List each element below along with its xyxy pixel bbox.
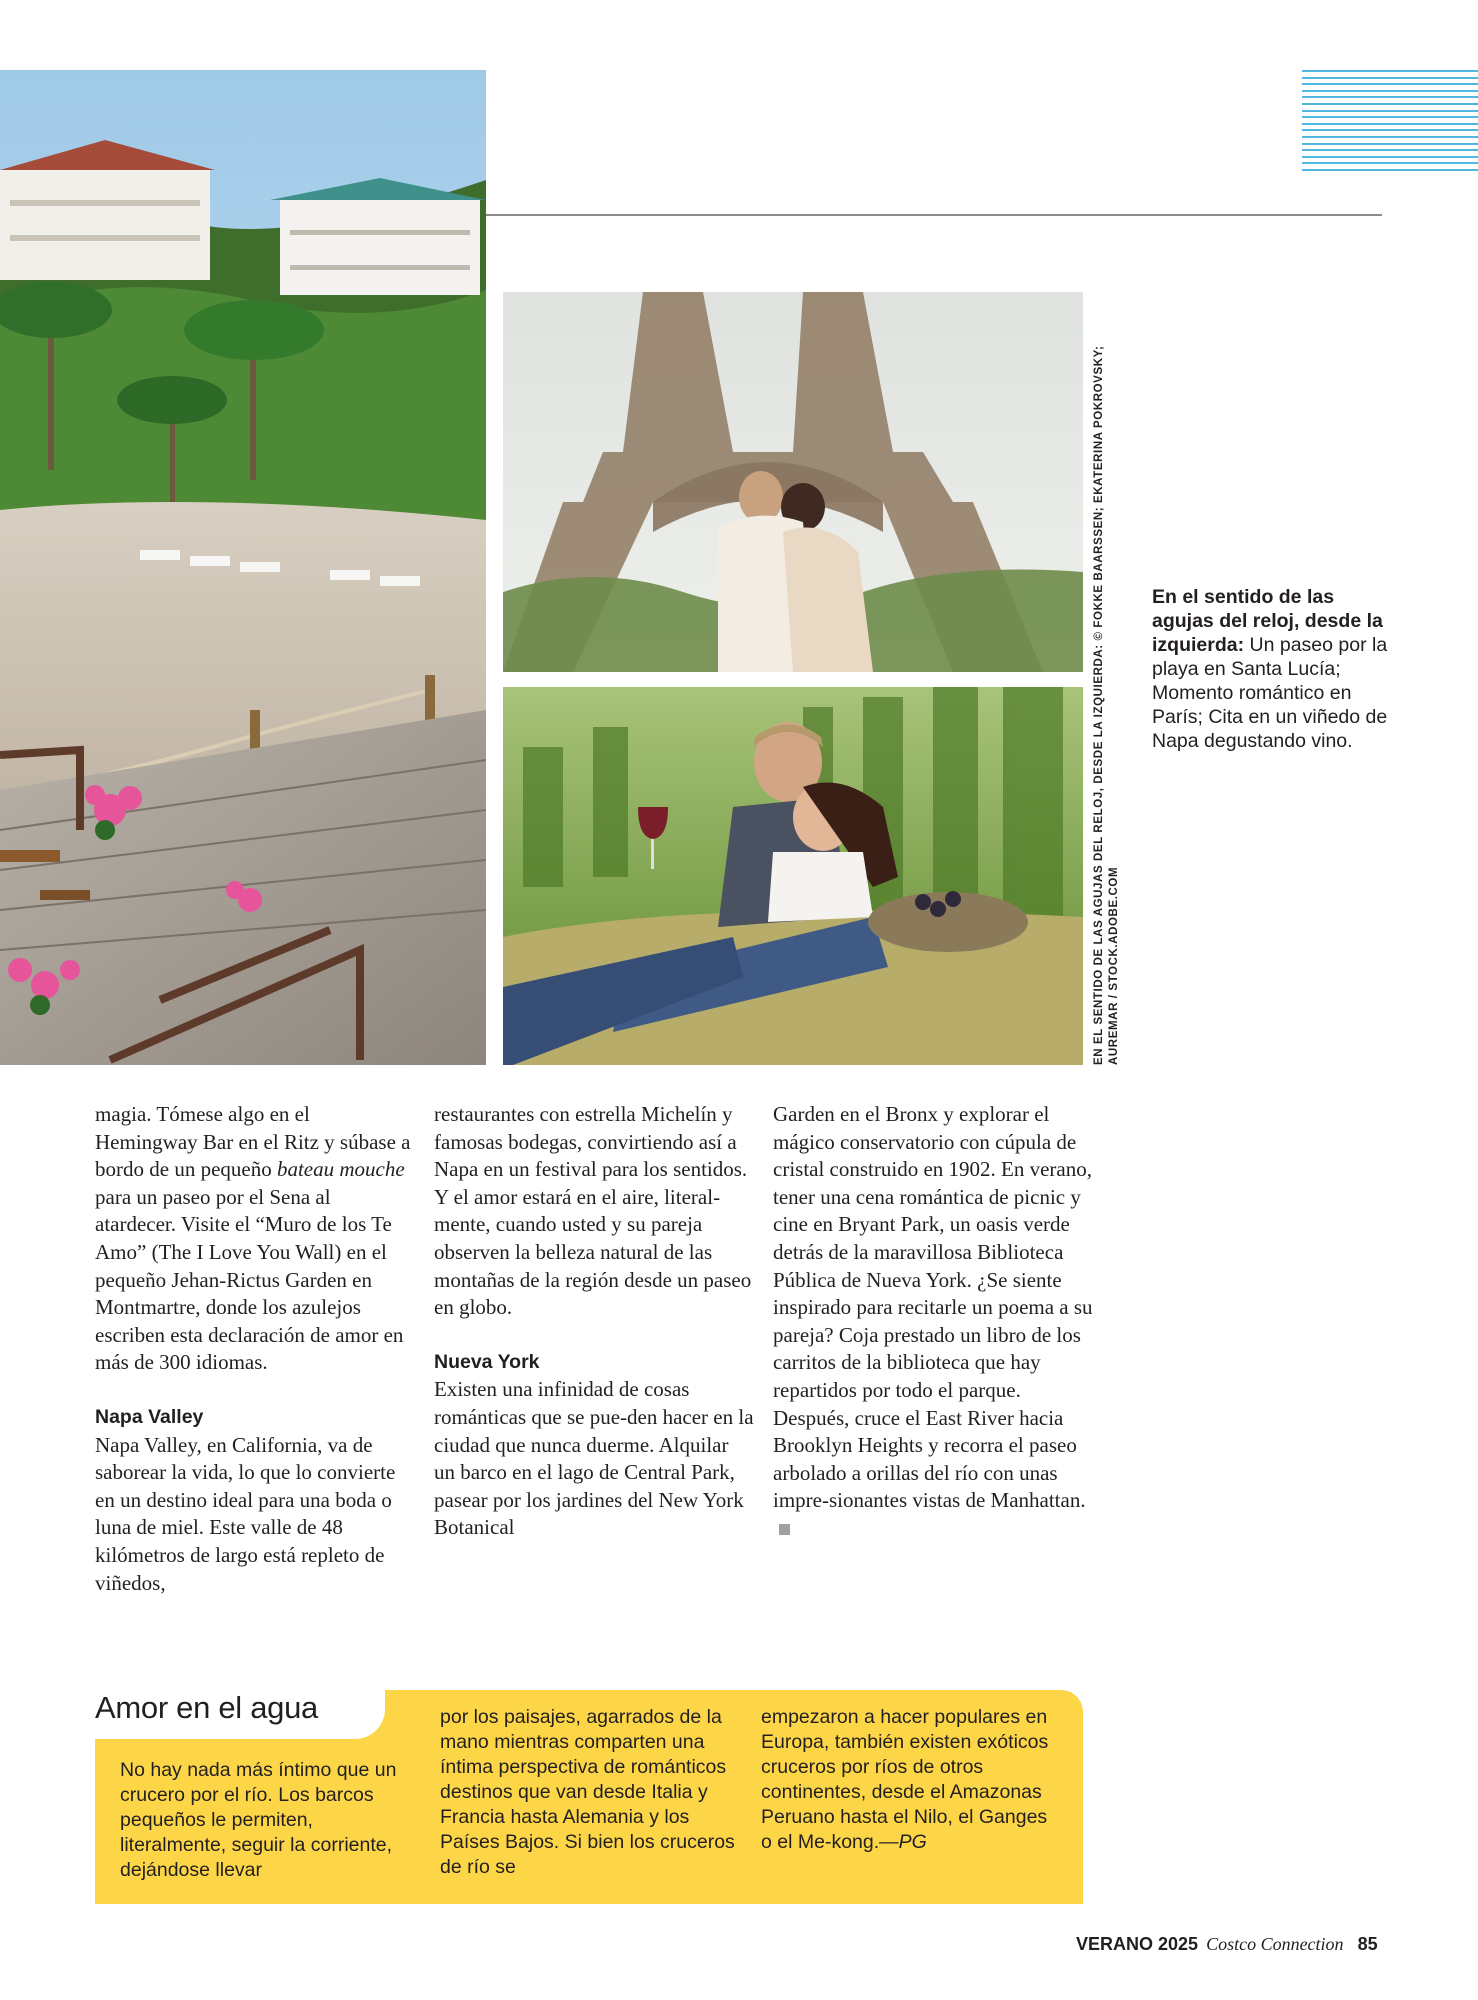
page-footer (1076, 1934, 1378, 1955)
photo-credit: EN EL SENTIDO DE LAS AGUJAS DEL RELOJ, DESDE LA IZQUIERDA: © FOKKE BAARSSEN; EKATERINA POKROVSKY; AUREMAR / STOCK.ADOBE.COM (1093, 345, 1120, 1065)
section-heading-napa-valley: Napa Valley (95, 1405, 204, 1428)
sidebar-column-1: No hay nada más íntimo que un crucero por el río. Los barcos pequeños le permiten, literalmente, seguir la corriente, dejándose llevar (120, 1759, 397, 1881)
article-paragraph: restaurantes con estrella Michelín y famosas bodegas, convirtiendo así a Napa en un festival para los sentidos. Y el amor estará en el aire, literal-mente, cuando usted y su pareja observen la belleza natural de las montañas de la región desde un paseo en globo. (434, 1102, 752, 1320)
photo-paris-eiffel-couple (503, 292, 1083, 672)
article-paragraph: Napa Valley, en California, va de saborear la vida, lo que lo convierte en un destino ideal para una boda o luna de miel. Este valle de 48 kilómetros de largo está repleto de viñedos, (95, 1432, 396, 1595)
photo-caption (1152, 585, 1397, 753)
end-mark-icon (779, 1524, 790, 1535)
sidebar-column-3: empezaron a hacer populares en Europa, también existen exóticos cruceros por ríos de otros continentes, desde el Amazonas Peruano hasta el Nilo, el Ganges o el Me-kong.—PG (761, 1706, 1049, 1853)
sidebar-signature: —PG (879, 1831, 927, 1853)
article-column-3 (773, 1101, 1093, 1543)
horizontal-rule (486, 214, 1382, 216)
photo-napa-vineyard-couple (503, 687, 1083, 1065)
photo-santa-lucia-beach (0, 70, 486, 1065)
caption-lead: En el sentido de las agujas del reloj, desde la izquierda: (1152, 586, 1383, 656)
decorative-stripes (1302, 70, 1478, 180)
footer-magazine: Costco Connection (1206, 1934, 1344, 1954)
footer-season: VERANO 2025 (1076, 1934, 1199, 1954)
article-paragraph: Garden en el Bronx y explorar el mágico conservatorio con cúpula de cristal construido en 1902. En verano, tener una cena romántica de picnic y cine en Bryant Park, un oasis verde detrás de la maravillosa Biblioteca Pública de Nueva York. ¿Se siente inspirado para recitarle un poema a su pareja? Coja prestado un libro de los carritos de la biblioteca que hay repartidos por todo el parque. Después, cruce el East River hacia Brooklyn Heights y recorra el paseo arbolado a orillas del río con unas impre-sionantes vistas de Manhattan. (773, 1101, 1093, 1543)
article-column-1 (95, 1101, 415, 1597)
sidebar-title: Amor en el agua (95, 1690, 318, 1725)
sidebar-column-2: por los paisajes, agarrados de la mano mientras comparten una íntima perspectiva de románticos destinos que van desde Italia y Francia hasta Alemania y los Países Bajos. Si bien los cruceros de río se (440, 1706, 735, 1878)
section-heading-nueva-york: Nueva York (434, 1350, 540, 1373)
article-paragraph: magia. Tómese algo en el Hemingway Bar en el Ritz y súbase a bordo de un pequeño bateau mouche para un paseo por el Sena al atardecer. Visite el “Muro de los Te Amo” (The I Love You Wall) en el pequeño Jehan-Rictus Garden en Montmartre, donde los azulejos escriben esta declaración de amor en más de 300 idiomas. (95, 1102, 411, 1375)
article-paragraph: Existen una infinidad de cosas románticas que se pue-den hacer en la ciudad que nunca duerme. Alquilar un barco en el lago de Central Park, pasear por los jardines del New York Botanical (434, 1377, 754, 1540)
article-column-2 (434, 1101, 754, 1542)
page-number: 85 (1357, 1934, 1378, 1954)
caption-body: Un paseo por la playa en Santa Lucía; Momento romántico en París; Cita en un viñedo de Napa degustando vino. (1152, 634, 1388, 752)
